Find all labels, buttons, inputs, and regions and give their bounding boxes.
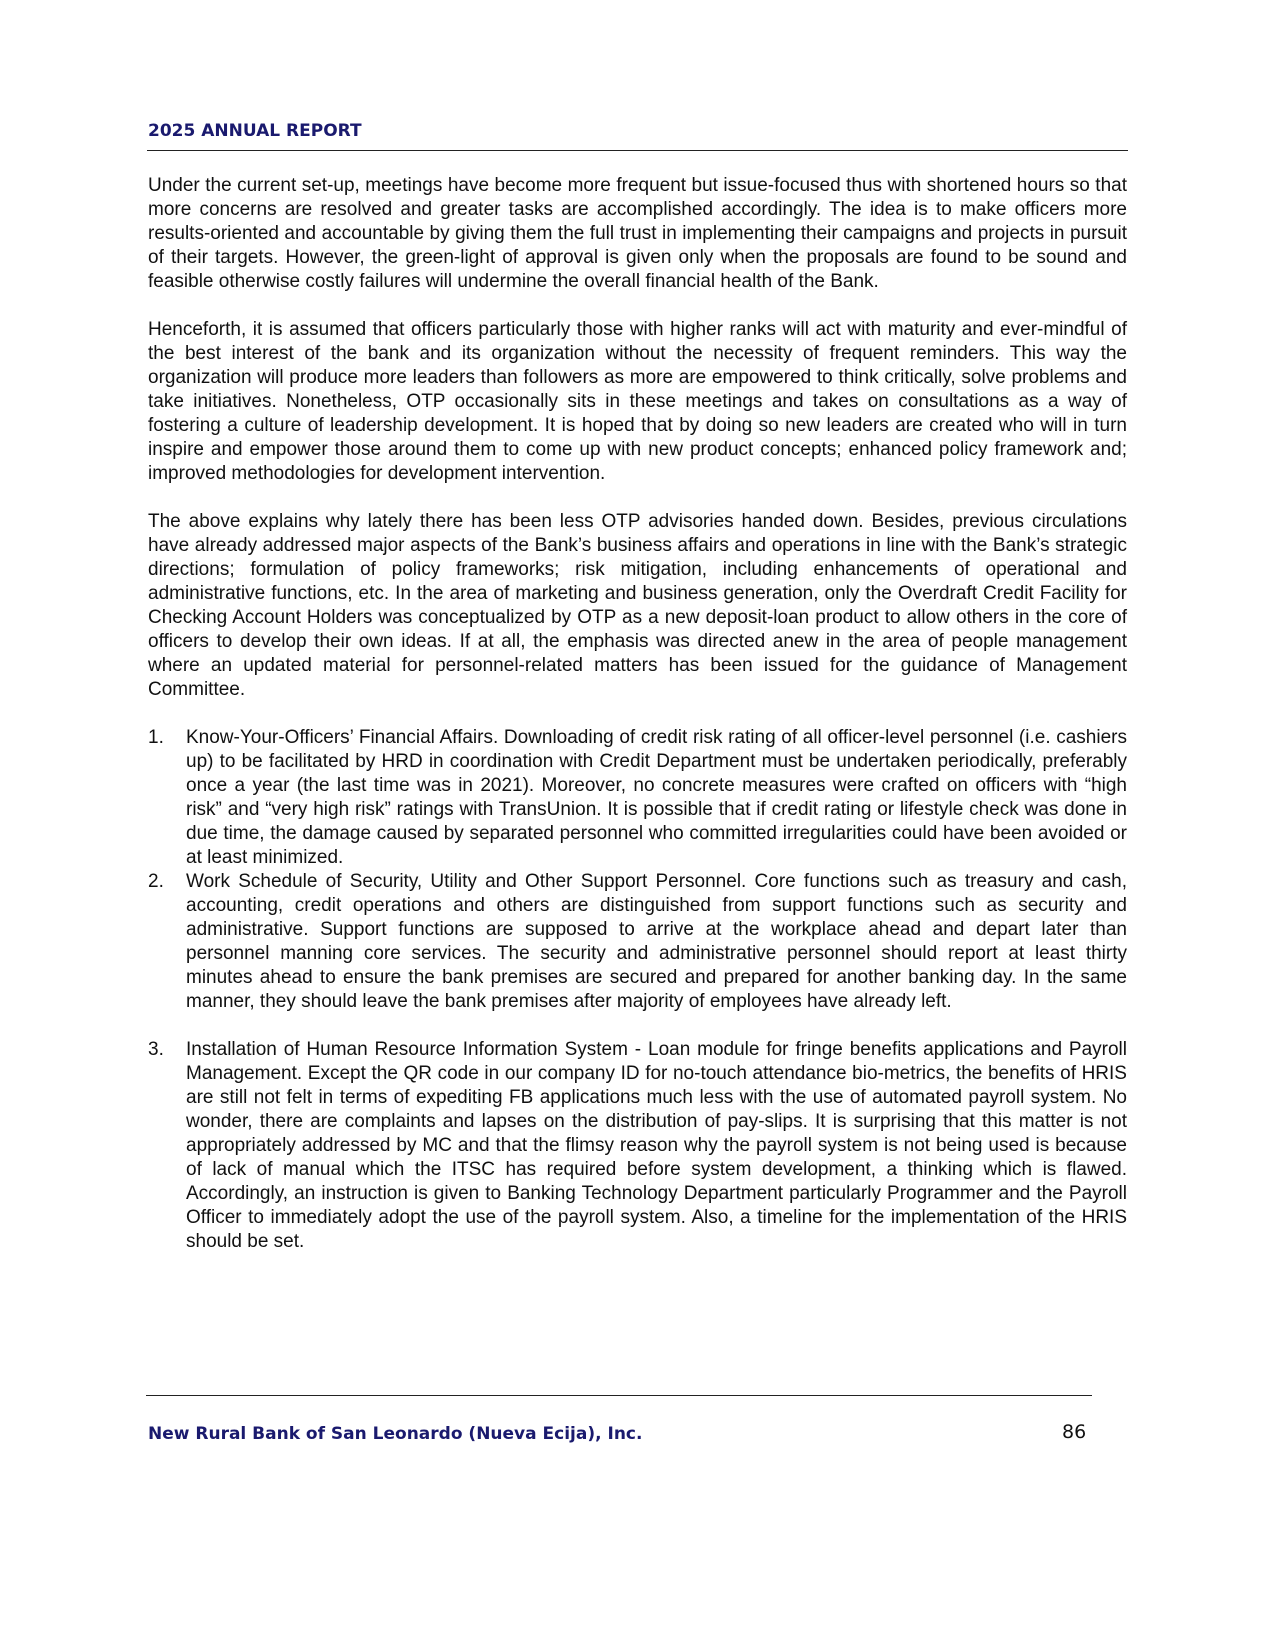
header-divider [147, 150, 1128, 151]
list-item-number: 3. [148, 1039, 164, 1060]
list-item-number: 1. [148, 727, 164, 748]
numbered-list [148, 726, 1127, 1254]
footer-company-name: New Rural Bank of San Leonardo (Nueva Ecija), Inc. [148, 1424, 643, 1444]
footer-divider [146, 1395, 1092, 1396]
list-item [148, 1038, 1127, 1254]
list-item-text: Work Schedule of Security, Utility and Other Support Personnel. Core functions such as treasury and cash, accounting, credit operations and others are distinguished from support functions such as security and administrative. Support functions are supposed to arrive at the workplace ahead and depart later than personnel manning core services. The security and administrative personnel should report at least thirty minutes ahead to ensure the bank premises are secured and prepared for another banking day. In the same manner, they should leave the bank premises after majority of employees have already left. [186, 871, 1127, 1012]
body-paragraph: Under the current set-up, meetings have become more frequent but issue-focused thus with shortened hours so that more concerns are resolved and greater tasks are accomplished accordingly. The idea is to make officers more results-oriented and accountable by giving them the full trust in implementing their campaigns and projects in pursuit of their targets. However, the green-light of approval is given only when the proposals are found to be sound and feasible otherwise costly failures will undermine the overall financial health of the Bank. [148, 175, 1127, 292]
list-item [148, 870, 1127, 1014]
list-item-text: Installation of Human Resource Information System - Loan module for fringe benefits applications and Payroll Management. Except the QR code in our company ID for no-touch attendance bio-metrics, the benefits of HRIS are still not felt in terms of expediting FB applications much less with the use of automated payroll system. No wonder, there are complaints and lapses on the distribution of pay-slips. It is surprising that this matter is not appropriately addressed by MC and that the flimsy reason why the payroll system is not being used is because of lack of manual which the ITSC has required before system development, a thinking which is flawed. Accordingly, an instruction is given to Banking Technology Department particularly Programmer and the Payroll Officer to immediately adopt the use of the payroll system. Also, a timeline for the implementation of the HRIS should be set. [186, 1039, 1127, 1252]
page-number: 86 [1062, 1421, 1087, 1443]
list-item-text: Know-Your-Officers’ Financial Affairs. Downloading of credit risk rating of all officer-level personnel (i.e. cashiers up) to be facilitated by HRD in coordination with Credit Department must be undertaken periodically, preferably once a year (the last time was in 2021). Moreover, no concrete measures were crafted on officers with “high risk” and “very high risk” ratings with TransUnion. It is possible that if credit rating or lifestyle check was done in due time, the damage caused by separated personnel who committed irregularities could have been avoided or at least minimized. [186, 727, 1127, 868]
body-paragraph: The above explains why lately there has been less OTP advisories handed down. Besides, previous circulations have already addressed major aspects of the Bank’s business affairs and operations in line with the Bank’s strategic directions; formulation of policy frameworks; risk mitigation, including enhancements of operational and administrative functions, etc. In the area of marketing and business generation, only the Overdraft Credit Facility for Checking Account Holders was conceptualized by OTP as a new deposit-loan product to allow others in the core of officers to develop their own ideas. If at all, the emphasis was directed anew in the area of people management where an updated material for personnel-related matters has been issued for the guidance of Management Committee. [148, 511, 1127, 700]
list-item [148, 726, 1127, 870]
list-item-number: 2. [148, 871, 164, 892]
page-body [148, 174, 1127, 1254]
body-paragraph: Henceforth, it is assumed that officers particularly those with higher ranks will act with maturity and ever-mindful of the best interest of the bank and its organization without the necessity of frequent reminders. This way the organization will produce more leaders than followers as more are empowered to think critically, solve problems and take initiatives. Nonetheless, OTP occasionally sits in these meetings and takes on consultations as a way of fostering a culture of leadership development. It is hoped that by doing so new leaders are created who will in turn inspire and empower those around them to come up with new product concepts; enhanced policy framework and; improved methodologies for development intervention. [148, 319, 1127, 484]
report-header-title: 2025 ANNUAL REPORT [148, 121, 362, 141]
